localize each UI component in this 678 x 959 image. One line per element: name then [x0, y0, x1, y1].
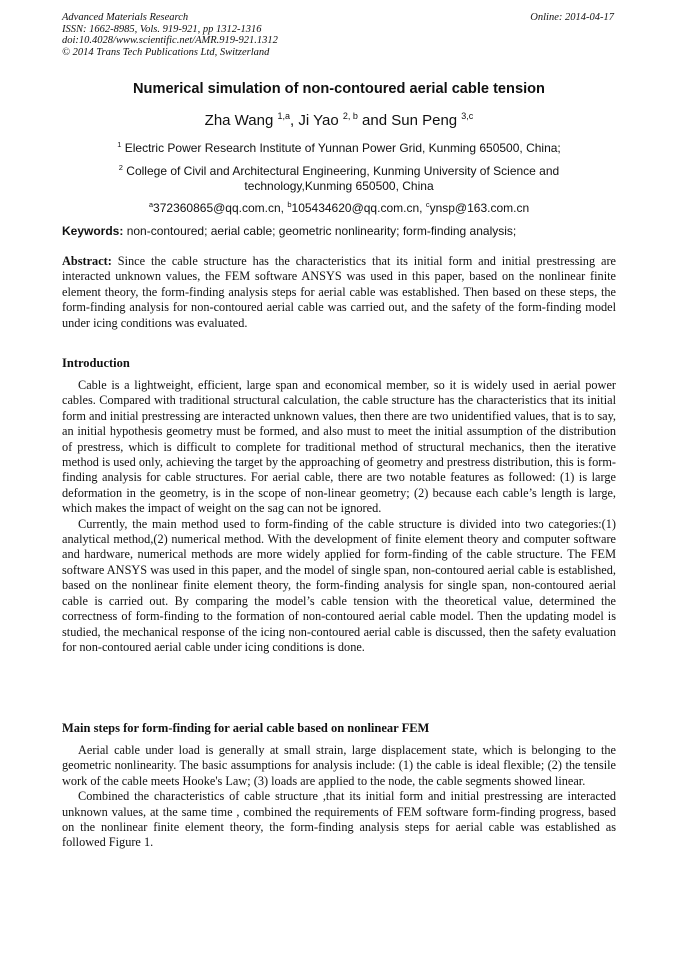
author-affil-mark: 3,c: [461, 111, 474, 121]
author-name: Zha Wang: [204, 112, 274, 129]
affil-text: Electric Power Research Institute of Yunnan Power Grid, Kunming 650500, China;: [124, 141, 561, 155]
paper-title: Numerical simulation of non-contoured aerial cable tension: [133, 81, 545, 97]
email-list: [80, 197, 598, 216]
affil-number: 1: [117, 140, 122, 149]
section-heading-introduction: Introduction: [62, 356, 130, 370]
journal-header: [62, 12, 462, 58]
paragraph: Combined the characteristics of cable structure ,that its initial form and initial prestressing are interacted unknown values, at the same time , combined the requirements of FEM software form-finding progress, based on the nonlinear finite element theory, the form-finding analysis steps for aerial cable was established as followed Figure 1.: [62, 789, 616, 850]
paragraph: Aerial cable under load is generally at small strain, large displacement state, which is belonging to the geometric nonlinearity. The basic assumptions for analysis include: (1) the cable is ideal flexible; (2) the tensile work of the cable meets Hooke's Law; (3) loads are applied to the node, the cable segments showed linear.: [62, 743, 616, 788]
email-link[interactable]: 105434620@qq.com.cn,: [291, 201, 423, 215]
doi: doi:10.4028/www.scientific.net/AMR.919-921.1312: [62, 35, 278, 47]
author-list: [62, 111, 616, 129]
abstract-text: Since the cable structure has the characteristics that its initial form and initial prestressing are interacted unknown values, the FEM software ANSYS was used in this paper, based on the nonlinear finite element theory, the form-finding analysis steps for aerial cable was established. Then based on these steps, the form-finding analysis for non-contoured aerial cable was carried out, and the safety of the form-finding model under icing conditions was evaluated.: [62, 254, 616, 330]
email-link[interactable]: ynsp@163.com.cn: [429, 201, 530, 215]
issn: ISSN: 1662-8985, Vols. 919-921, pp 1312-1316: [62, 23, 262, 35]
affil-text: technology,Kunming 650500, China: [244, 179, 434, 193]
keywords: [62, 224, 616, 238]
email-mark: b: [287, 200, 292, 209]
email-mark: c: [425, 200, 430, 209]
keywords-text: non-contoured; aerial cable; geometric nonlinearity; form-finding analysis;: [123, 224, 517, 238]
author-affil-mark: 2, b: [342, 111, 358, 121]
abstract: [62, 254, 616, 331]
main-steps-body: [62, 743, 616, 851]
author-affil-mark: 1,a: [277, 111, 291, 121]
email-link[interactable]: 372360865@qq.com.cn,: [153, 201, 284, 215]
copyright: © 2014 Trans Tech Publications Ltd, Switzerland: [62, 46, 270, 58]
paragraph: Cable is a lightweight, efficient, large span and economical member, so it is widely used in aerial power cables. Compared with traditional structural calculation, the cable structure has the characteristics that its initial form and initial prestressing are interacted unknown values, then there are two unidentified values, that is to say, an initial hypothesis geometry must be formed, and also must to meet the initial assumption of the distribution of prestress, which is difficult to complete for traditional method of structural mechanics, then the iterative method is used only, achieving the target by the approaching of geometry and prestress distribution, this is form-finding analysis for cable structures. For aerial cable, there are two notable features as followed: (1) is large deformation in the geometry, is in the scope of non-linear geometry; (2) because each cable’s length is large, which makes the impact of weight on the sag can not be ignored.: [62, 378, 616, 516]
author-separator: and: [362, 112, 392, 129]
introduction-body: [62, 378, 616, 655]
author-separator: ,: [290, 112, 299, 129]
author-name: Sun Peng: [391, 112, 458, 129]
journal-name: Advanced Materials Research: [62, 12, 189, 23]
affiliation-1: [80, 137, 598, 156]
online-date: Online: 2014-04-17: [530, 12, 614, 23]
author-name: Ji Yao: [298, 112, 339, 129]
affiliation-2: [80, 160, 598, 194]
keywords-label: Keywords:: [62, 224, 124, 238]
paragraph: Currently, the main method used to form-finding of the cable structure is divided into two categories:(1) analytical method,(2) numerical method. With the development of finite element theory and computer software and hardware, numerical methods are more widely applied for form-finding of the cable structure. The FEM software ANSYS was used in this paper, and the model of single span, non-contoured aerial cable is established, based on the nonlinear finite element theory, the form-finding analysis for single span, non-contoured aerial cable is carried out. By comparing the model’s cable tension with the theoretical value, determined the correctness of form-finding to the formation of non-contoured aerial cable model. Then the updating model is studied, the mechanical response of the icing non-contoured aerial cable is discussed, then the safety evaluation for non-contoured aerial cable under icing conditions is done.: [62, 516, 616, 654]
section-heading-main-steps: Main steps for form-finding for aerial cable based on nonlinear FEM: [62, 721, 430, 735]
abstract-label: Abstract:: [62, 254, 112, 268]
email-mark: a: [148, 200, 154, 209]
affil-text: College of Civil and Architectural Engineering, Kunming University of Science and: [126, 164, 560, 178]
affil-number: 2: [118, 163, 123, 172]
